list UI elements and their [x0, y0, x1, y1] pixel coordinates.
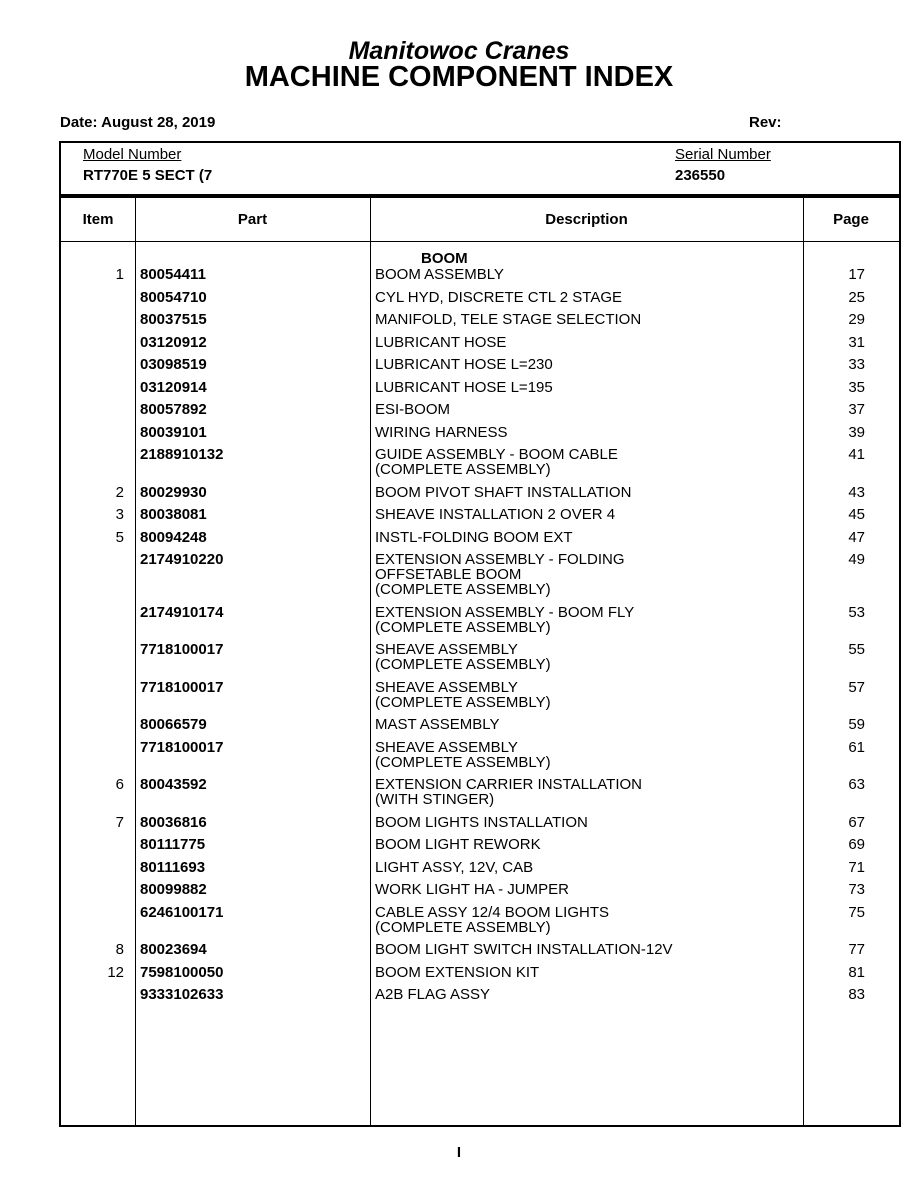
- page-reference: 69: [848, 836, 865, 853]
- part-description: [375, 860, 533, 875]
- part-number: 7718100017: [140, 678, 224, 696]
- table-row: [61, 738, 899, 771]
- page-reference: 75: [848, 903, 865, 921]
- description-line: WORK LIGHT HA - JUMPER: [375, 881, 569, 898]
- description-line: SHEAVE INSTALLATION 2 OVER 4: [375, 506, 616, 523]
- part-number: 80043592: [140, 776, 207, 793]
- page-reference: 61: [848, 738, 865, 756]
- description-line: LIGHT ASSY, 12V, CAB: [375, 858, 534, 876]
- page-reference: 55: [848, 641, 865, 658]
- description-line: CABLE ASSY 12/4 BOOM LIGHTS: [375, 903, 609, 921]
- part-description: [375, 680, 551, 710]
- description-line: BOOM LIGHT SWITCH INSTALLATION-12V: [375, 941, 673, 958]
- part-number: 6246100171: [140, 903, 224, 921]
- column-header-page: Page: [833, 211, 869, 228]
- part-description: [375, 530, 573, 545]
- table-row: [61, 717, 899, 739]
- description-line: (COMPLETE ASSEMBLY): [375, 618, 551, 636]
- description-line: INSTL-FOLDING BOOM EXT: [375, 528, 573, 546]
- part-number: 80111775: [140, 836, 206, 853]
- page-reference: 43: [848, 483, 865, 501]
- item-number: 7: [115, 813, 124, 831]
- page-reference: 37: [848, 401, 865, 418]
- table-row: [61, 312, 899, 334]
- page-reference: 59: [848, 716, 865, 733]
- description-line: (COMPLETE ASSEMBLY): [375, 581, 551, 598]
- item-number: 5: [115, 528, 124, 546]
- part-description: [375, 642, 551, 672]
- revision-label: Rev:: [749, 114, 782, 131]
- table-row: [61, 507, 899, 529]
- part-description: [375, 942, 673, 957]
- document-title: MACHINE COMPONENT INDEX: [244, 61, 674, 93]
- page-reference: 33: [848, 356, 865, 373]
- description-line: OFFSETABLE BOOM: [375, 566, 522, 583]
- table-row: [61, 882, 899, 904]
- description-line: WIRING HARNESS: [375, 423, 508, 441]
- page-reference: 63: [848, 776, 865, 793]
- table-row: [61, 987, 899, 1009]
- document-date: Date: August 28, 2019: [60, 114, 216, 131]
- page-reference: 73: [848, 881, 865, 898]
- part-description: [375, 777, 642, 807]
- description-line: (COMPLETE ASSEMBLY): [375, 753, 551, 771]
- item-number: 6: [115, 776, 124, 793]
- part-description: [375, 740, 551, 770]
- page-reference: 77: [848, 941, 865, 958]
- description-line: LUBRICANT HOSE L=195: [375, 378, 553, 396]
- company-name: Manitowoc Cranes: [348, 37, 570, 65]
- part-number: 80094248: [140, 528, 207, 546]
- table-row: [61, 678, 899, 711]
- description-line: (WITH STINGER): [375, 791, 495, 808]
- part-description: [375, 987, 490, 1002]
- description-line: EXTENSION CARRIER INSTALLATION: [375, 776, 642, 793]
- description-line: EXTENSION ASSEMBLY - FOLDING: [375, 551, 625, 568]
- description-line: (COMPLETE ASSEMBLY): [375, 918, 551, 936]
- description-line: ESI-BOOM: [375, 401, 451, 418]
- page-number: I: [456, 1144, 462, 1161]
- description-line: BOOM EXTENSION KIT: [375, 963, 540, 981]
- table-row: [61, 425, 899, 447]
- part-description: [375, 965, 539, 980]
- table-row: [61, 402, 899, 424]
- part-number: 80066579: [140, 716, 207, 733]
- description-line: LUBRICANT HOSE L=230: [375, 356, 553, 373]
- page-reference: 53: [848, 603, 865, 621]
- description-line: CYL HYD, DISCRETE CTL 2 STAGE: [375, 288, 622, 306]
- description-line: A2B FLAG ASSY: [375, 986, 491, 1003]
- table-row: [61, 942, 899, 964]
- table-row: [61, 903, 899, 936]
- table-row: [61, 267, 899, 289]
- part-number: 80037515: [140, 311, 207, 328]
- item-number: 12: [107, 963, 124, 981]
- description-line: GUIDE ASSEMBLY - BOOM CABLE: [375, 446, 618, 463]
- part-description: [375, 815, 588, 830]
- column-header-part: Part: [237, 211, 268, 228]
- table-row: [61, 860, 899, 882]
- description-line: LUBRICANT HOSE: [375, 333, 507, 351]
- part-description: [375, 552, 625, 597]
- part-number: 80054710: [140, 288, 207, 306]
- table-row: [61, 380, 899, 402]
- description-line: SHEAVE ASSEMBLY: [375, 738, 518, 756]
- part-description: [375, 335, 506, 350]
- serial-number-label: Serial Number: [675, 146, 771, 163]
- serial-number-value: 236550: [675, 167, 726, 184]
- page-reference: 41: [848, 446, 865, 463]
- part-description: [375, 485, 631, 500]
- part-number: 7718100017: [140, 641, 224, 658]
- part-number: 2174910174: [140, 603, 224, 621]
- page-reference: 67: [848, 813, 865, 831]
- description-line: BOOM LIGHT REWORK: [375, 836, 541, 853]
- part-number: 03120914: [140, 378, 207, 396]
- part-number: 80099882: [140, 881, 207, 898]
- part-description: [375, 882, 569, 897]
- description-line: SHEAVE ASSEMBLY: [375, 641, 518, 658]
- page-reference: 49: [848, 551, 865, 568]
- part-description: [375, 357, 553, 372]
- part-number: 80057892: [140, 401, 207, 418]
- part-number: 80029930: [140, 483, 207, 501]
- table-row: [61, 837, 899, 859]
- page-reference: 83: [848, 986, 865, 1003]
- part-description: [375, 837, 541, 852]
- column-header-description: Description: [545, 211, 628, 228]
- table-row: [61, 446, 899, 478]
- table-row: [61, 641, 899, 673]
- part-number: 03098519: [140, 356, 207, 373]
- description-line: (COMPLETE ASSEMBLY): [375, 656, 551, 673]
- table-row: [61, 530, 899, 552]
- part-number: 7598100050: [140, 963, 224, 981]
- column-header-item: Item: [82, 211, 114, 228]
- part-number: 80036816: [140, 813, 207, 831]
- model-number-value: RT770E 5 SECT (7: [83, 167, 213, 184]
- part-number: 80023694: [140, 941, 207, 958]
- part-number: 80038081: [140, 506, 207, 523]
- table-row: [61, 335, 899, 357]
- description-line: SHEAVE ASSEMBLY: [375, 678, 518, 696]
- table-row: [61, 776, 899, 808]
- part-description: [375, 267, 504, 282]
- description-line: MAST ASSEMBLY: [375, 716, 500, 733]
- table-row: [61, 485, 899, 507]
- part-description: [375, 425, 508, 440]
- part-number: 03120912: [140, 333, 207, 351]
- page-reference: 57: [848, 678, 865, 696]
- item-number: 1: [115, 266, 124, 283]
- part-number: 2174910220: [140, 551, 224, 568]
- header-divider: [61, 241, 899, 242]
- part-description: [375, 312, 641, 327]
- table-row: [61, 357, 899, 379]
- part-number: 80039101: [140, 423, 207, 441]
- part-number: 80054411: [140, 266, 206, 283]
- page-reference: 47: [848, 528, 865, 546]
- part-number: 9333102633: [140, 986, 224, 1003]
- part-description: [375, 380, 553, 395]
- page-reference: 45: [848, 506, 865, 523]
- part-description: [375, 605, 634, 635]
- table-row: [61, 290, 899, 312]
- part-number: 80111693: [140, 858, 206, 876]
- description-line: BOOM ASSEMBLY: [375, 266, 504, 283]
- part-number: 7718100017: [140, 738, 224, 756]
- description-line: MANIFOLD, TELE STAGE SELECTION: [375, 311, 642, 328]
- item-number: 3: [115, 506, 124, 523]
- table-row: [61, 815, 899, 837]
- page-reference: 25: [848, 288, 865, 306]
- model-number-label: Model Number: [83, 146, 182, 163]
- part-number: 2188910132: [140, 446, 224, 463]
- part-description: [375, 507, 615, 522]
- page-reference: 29: [848, 311, 865, 328]
- part-description: [375, 402, 450, 417]
- description-line: BOOM LIGHTS INSTALLATION: [375, 813, 588, 831]
- description-line: EXTENSION ASSEMBLY - BOOM FLY: [375, 603, 635, 621]
- page-reference: 39: [848, 423, 865, 441]
- part-description: [375, 290, 622, 305]
- item-number: 2: [115, 483, 124, 501]
- part-description: [375, 447, 618, 477]
- description-line: (COMPLETE ASSEMBLY): [375, 461, 551, 478]
- section-heading: BOOM: [421, 250, 468, 267]
- part-description: [375, 905, 609, 935]
- page-reference: 81: [848, 963, 865, 981]
- table-row: [61, 551, 899, 598]
- page-reference: 31: [848, 333, 865, 351]
- page-reference: 17: [848, 266, 865, 283]
- page-reference: 35: [848, 378, 865, 396]
- table-row: [61, 965, 899, 987]
- table-row: [61, 603, 899, 636]
- page-reference: 71: [848, 858, 865, 876]
- description-line: BOOM PIVOT SHAFT INSTALLATION: [375, 483, 632, 501]
- model-info-box: [59, 141, 901, 196]
- description-line: (COMPLETE ASSEMBLY): [375, 693, 551, 711]
- item-number: 8: [115, 941, 124, 958]
- part-description: [375, 717, 500, 732]
